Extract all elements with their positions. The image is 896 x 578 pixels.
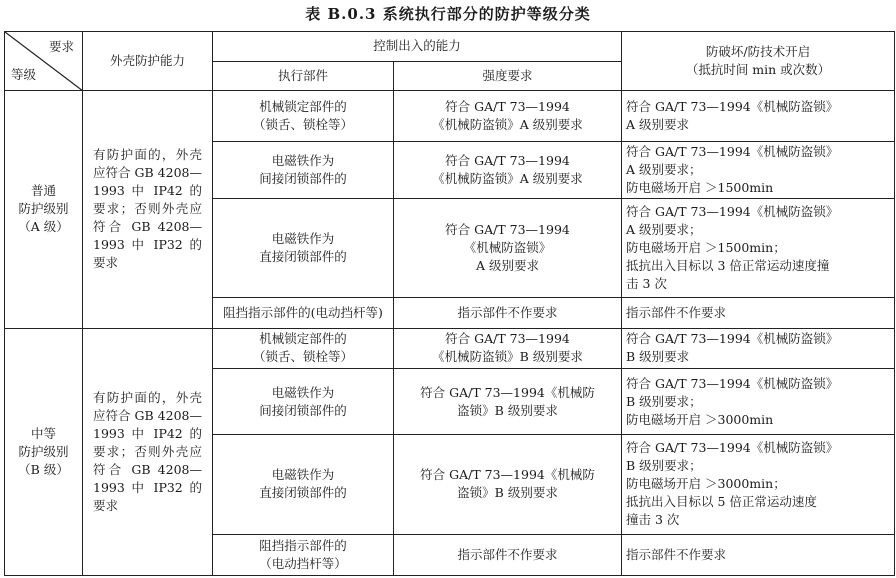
strength-cell: 符合 GA/T 73—1994《机械防 盗锁》B 级别要求 [394,434,622,534]
execution-part-cell: 电磁铁作为 间接闭锁部件的 [213,142,394,198]
execution-part-cell: 机械锁定部件的 （锁舌、锁栓等） [213,91,394,142]
execution-part-header: 执行部件 [213,61,394,91]
anti-damage-cell: 符合 GA/T 73—1994《机械防盗锁》 B 级别要求 [622,328,895,369]
anti-damage-cell: 符合 GA/T 73—1994《机械防盗锁》 B 级别要求； 防电磁场开启 ＞3000min [622,369,895,434]
strength-header: 强度要求 [394,61,622,91]
strength-cell: 符合 GA/T 73—1994 《机械防盗锁》A 级别要求 [394,91,622,142]
access-control-header: 控制出入的能力 [213,32,622,62]
strength-cell: 符合 GA/T 73—1994 《机械防盗锁》 A 级别要求 [394,198,622,297]
level-cell: 普通 防护级别 （A 级） [5,91,83,328]
anti-damage-cell: 符合 GA/T 73—1994《机械防盗锁》 B 级别要求； 防电磁场开启 ＞3000min； 抵抗出入目标以 5 倍正常运动速度 撞击 3 次 [622,434,895,534]
corner-header-cell [5,32,83,91]
execution-part-cell: 阻挡指示部件的 （电动挡杆等） [213,535,394,576]
table-title: 表 B.0.3 系统执行部分的防护等级分类 [305,5,591,23]
anti-damage-header: 防破坏/防技术开启 （抵抗时间 min 或次数） [622,32,895,91]
table-row [5,328,895,369]
anti-damage-cell: 符合 GA/T 73—1994《机械防盗锁》 A 级别要求； 防电磁场开启 ＞1500min [622,142,895,198]
execution-part-cell: 电磁铁作为 间接闭锁部件的 [213,369,394,434]
anti-damage-cell: 符合 GA/T 73—1994《机械防盗锁》 A 级别要求； 防电磁场开启 ＞1500min； 抵抗出入目标以 3 倍正常运动速度撞 击 3 次 [622,198,895,297]
shell-protection-cell: 有防护面的，外壳应符合 GB 4208—1993 中 IP42 的要求；否则外壳应符合 GB 4208—1993 中 IP32 的要求 [83,91,213,328]
execution-part-cell: 电磁铁作为 直接闭锁部件的 [213,198,394,297]
strength-cell: 指示部件不作要求 [394,535,622,576]
execution-part-cell: 机械锁定部件的 （锁舌、锁栓等） [213,328,394,369]
shell-protection-header: 外壳防护能力 [83,32,213,91]
anti-damage-cell: 指示部件不作要求 [622,535,895,576]
strength-cell: 符合 GA/T 73—1994 《机械防盗锁》B 级别要求 [394,328,622,369]
anti-damage-cell: 符合 GA/T 73—1994《机械防盗锁》 A 级别要求 [622,91,895,142]
strength-cell: 指示部件不作要求 [394,297,622,328]
corner-requirement-label: 要求 [48,39,74,54]
shell-protection-cell: 有防护面的，外壳应符合 GB 4208—1993 中 IP42 的要求；否则外壳应符合 GB 4208—1993 中 IP32 的要求 [83,328,213,576]
anti-damage-cell: 指示部件不作要求 [622,297,895,328]
protection-level-table [4,31,895,576]
execution-part-cell: 阻挡指示部件的(电动挡杆等) [213,297,394,328]
execution-part-cell: 电磁铁作为 直接闭锁部件的 [213,434,394,534]
level-cell: 中等 防护级别 （B 级） [5,328,83,576]
strength-cell: 符合 GA/T 73—1994《机械防 盗锁》B 级别要求 [394,369,622,434]
strength-cell: 符合 GA/T 73—1994 《机械防盗锁》A 级别要求 [394,142,622,198]
corner-level-label: 等级 [11,67,37,83]
table-row [5,91,895,142]
